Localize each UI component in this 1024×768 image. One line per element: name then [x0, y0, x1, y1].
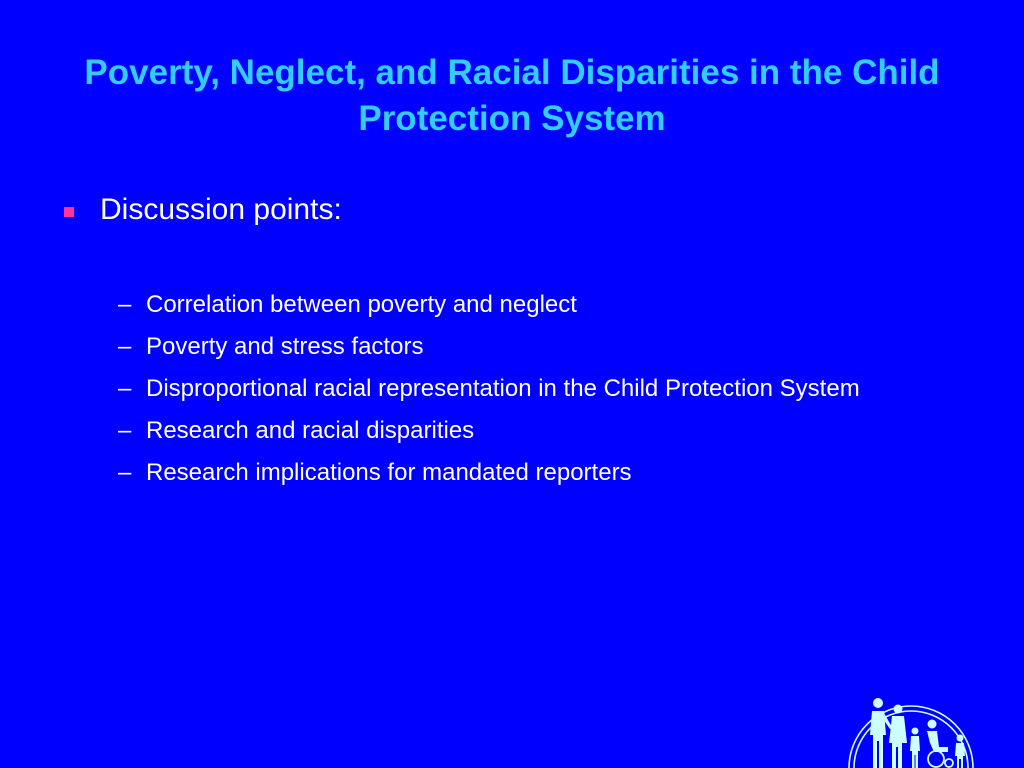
wheelchair-small-wheel — [945, 759, 953, 767]
dash-bullet-icon: – — [118, 375, 132, 402]
child-figure-2 — [955, 743, 965, 768]
wheelchair-person-body — [927, 731, 948, 752]
sub-bullet-text: Poverty and stress factors — [146, 333, 424, 360]
sub-bullet-item — [118, 455, 958, 490]
child-head-2 — [957, 735, 964, 742]
family-silhouette-logo-icon — [846, 683, 976, 768]
child-head — [912, 728, 919, 735]
sub-bullet-item — [118, 371, 958, 406]
adult-head — [873, 698, 883, 708]
sub-bullet-text: Research implications for mandated reporters — [146, 459, 632, 486]
adult-head-2 — [894, 705, 903, 714]
sub-bullet-item — [118, 413, 958, 448]
sub-bullet-item — [118, 329, 958, 364]
adult-figure-2 — [889, 716, 907, 768]
sub-bullet-item — [118, 287, 958, 322]
sub-bullet-text: Research and racial disparities — [146, 417, 475, 444]
wheelchair-person-head — [928, 720, 937, 729]
dash-bullet-icon: – — [118, 417, 132, 444]
main-bullet-text: Discussion points: — [100, 193, 342, 226]
sub-bullet-text: Disproportional racial representation in the Child Protection System — [146, 375, 860, 402]
dash-bullet-icon: – — [118, 291, 132, 318]
slide-title: Poverty, Neglect, and Racial Disparities in the Child Protection System — [84, 53, 940, 138]
child-figure — [910, 736, 920, 768]
sub-bullet-text: Correlation between poverty and neglect — [146, 291, 577, 318]
wheelchair-wheel — [928, 751, 944, 767]
main-bullet — [64, 190, 342, 230]
square-bullet-icon — [64, 207, 74, 217]
sub-bullet-list — [118, 287, 958, 497]
dash-bullet-icon: – — [118, 333, 132, 360]
dash-bullet-icon: – — [118, 459, 132, 486]
